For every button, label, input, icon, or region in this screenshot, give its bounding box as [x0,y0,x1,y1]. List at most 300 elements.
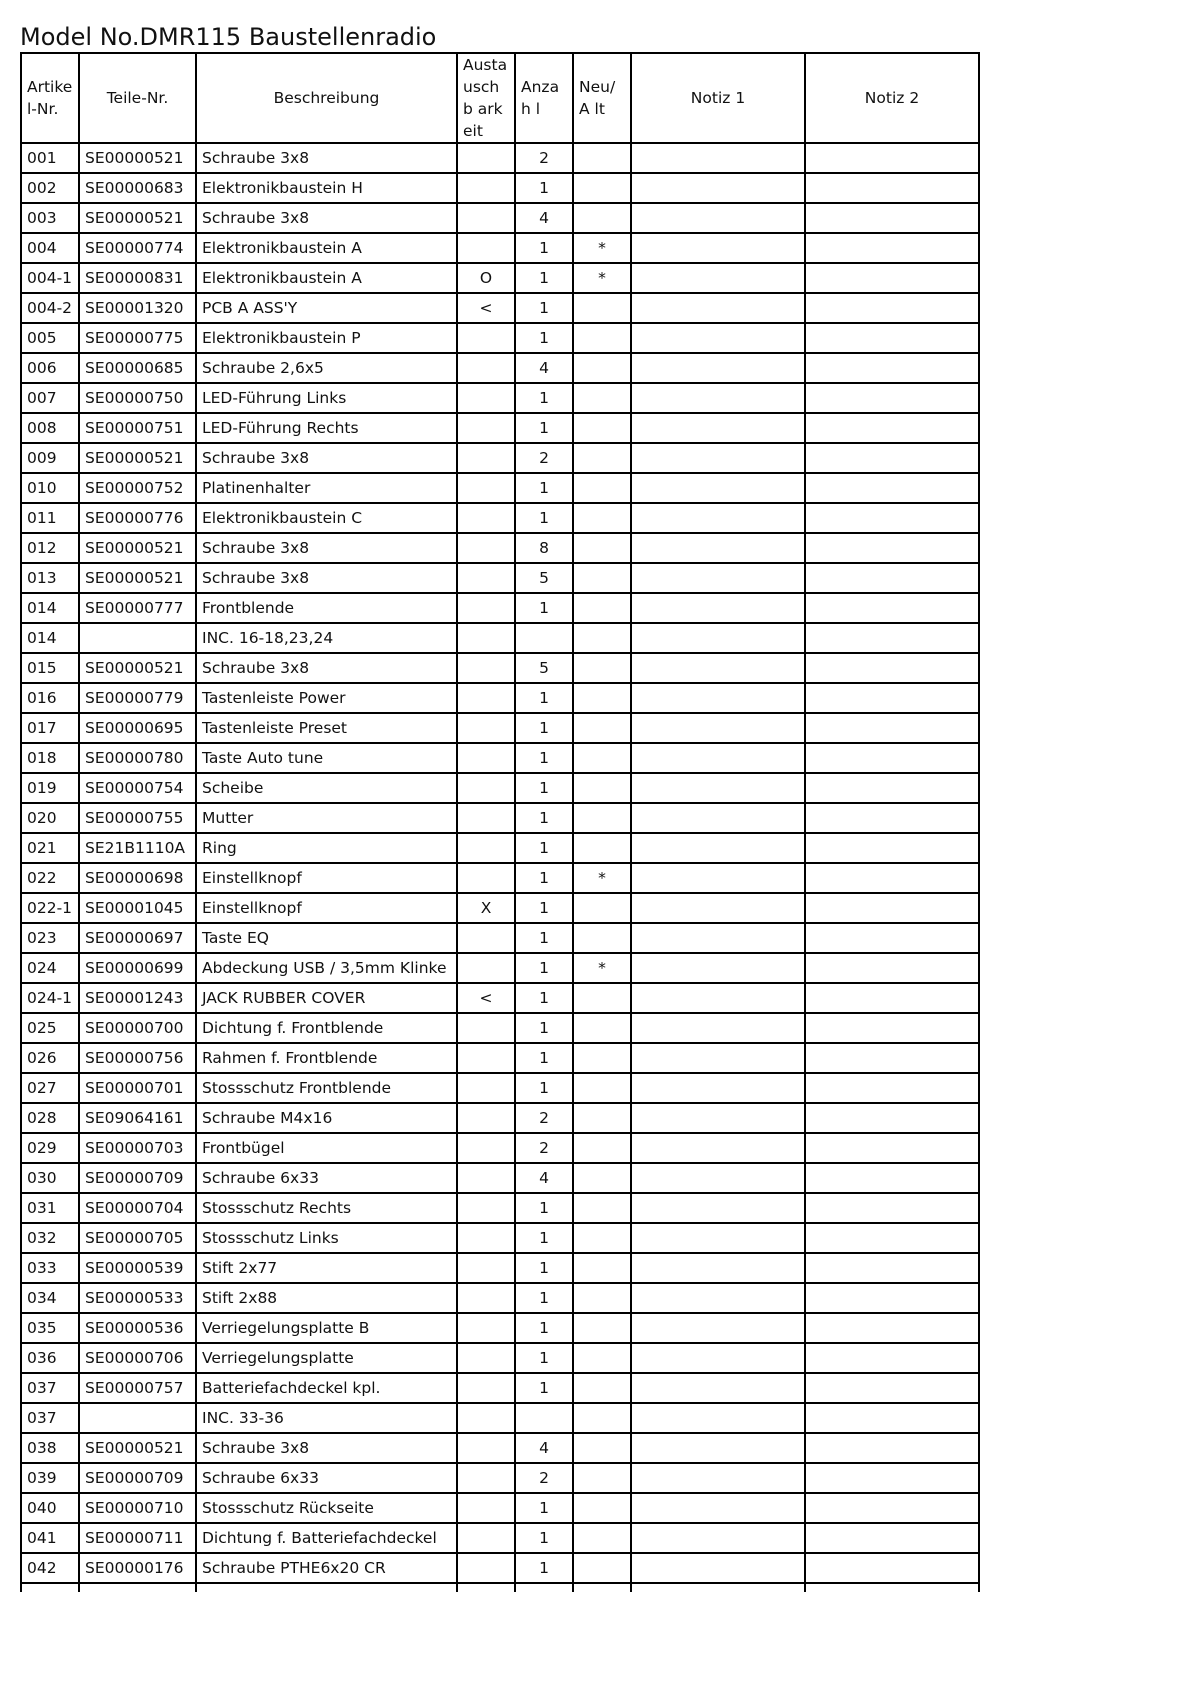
cell-notiz-1 [631,683,805,713]
cell-teile-nr: SE21B1110A [79,833,196,863]
cell-teile-nr: SE00000755 [79,803,196,833]
cell-beschreibung: Platinenhalter [196,473,457,503]
cell-neu-alt: * [573,863,631,893]
cell-notiz-1 [631,413,805,443]
header-notiz-1: Notiz 1 [631,53,805,143]
header-beschreibung: Beschreibung [196,53,457,143]
cell-notiz-2 [805,623,979,653]
cell-beschreibung: Ring [196,833,457,863]
cell-neu-alt [573,593,631,623]
cell-beschreibung: Stossschutz Links [196,1223,457,1253]
cell-notiz-2 [805,1523,979,1553]
cell-teile-nr: SE00000521 [79,143,196,173]
cell-notiz-2 [805,1193,979,1223]
cell-teile-nr: SE00000775 [79,323,196,353]
cell-artikel-nr: 004 [21,233,79,263]
cell-anzahl: 4 [515,203,573,233]
table-row [21,863,979,893]
cell-artikel-nr: 012 [21,533,79,563]
cell-notiz-2 [805,1283,979,1313]
cell-austauschbarkeit [457,1403,515,1433]
cell-artikel-nr: 017 [21,713,79,743]
cell-anzahl: 1 [515,923,573,953]
cell-anzahl: 1 [515,1193,573,1223]
cell-beschreibung: Verriegelungsplatte B [196,1313,457,1343]
cell-notiz-1 [631,743,805,773]
cell-notiz-1 [631,773,805,803]
cell-austauschbarkeit [457,683,515,713]
cell-austauschbarkeit [457,1493,515,1523]
cell-anzahl: 4 [515,1433,573,1463]
cell-anzahl: 1 [515,983,573,1013]
cell-notiz-1 [631,1373,805,1403]
cell-artikel-nr: 022 [21,863,79,893]
cell-notiz-1 [631,983,805,1013]
cell-anzahl: 1 [515,1343,573,1373]
cell-artikel-nr: 013 [21,563,79,593]
cell-austauschbarkeit: < [457,293,515,323]
cell-neu-alt [573,143,631,173]
cell-austauschbarkeit [457,743,515,773]
cell-neu-alt [573,1463,631,1493]
cell-notiz-1 [631,1313,805,1343]
cell-austauschbarkeit [457,323,515,353]
cell-neu-alt [573,353,631,383]
cell-notiz-1 [631,1133,805,1163]
table-row [21,323,979,353]
parts-table-body [21,143,979,1592]
cell-notiz-1 [631,653,805,683]
cell-anzahl: 1 [515,323,573,353]
cell-notiz-1 [631,143,805,173]
cell-artikel-nr: 014 [21,623,79,653]
cell-neu-alt [573,893,631,923]
cell-beschreibung: Taste EQ [196,923,457,953]
cell-artikel-nr: 004-1 [21,263,79,293]
cell-beschreibung: Stossschutz Rechts [196,1193,457,1223]
cell-teile-nr: SE00000521 [79,533,196,563]
cell-anzahl: 1 [515,1223,573,1253]
cell-austauschbarkeit [457,1463,515,1493]
cell-neu-alt [573,803,631,833]
cell-beschreibung: Schraube 6x33 [196,1463,457,1493]
cell-beschreibung: Schraube 3x8 [196,533,457,563]
header-anzahl: Anzah l [515,53,573,143]
cell-austauschbarkeit [457,863,515,893]
cell-neu-alt [573,833,631,863]
cell-notiz-2 [805,803,979,833]
cell-neu-alt [573,683,631,713]
cell-austauschbarkeit [457,653,515,683]
cell-artikel-nr: 042 [21,1553,79,1583]
page-title: Model No.DMR115 Baustellenradio [20,23,437,51]
cell-anzahl: 1 [515,1073,573,1103]
cell-artikel-nr: 032 [21,1223,79,1253]
cell-notiz-1 [631,893,805,923]
cell-teile-nr: SE00000831 [79,263,196,293]
cell-notiz-1 [631,173,805,203]
cell-beschreibung: Elektronikbaustein A [196,233,457,263]
table-row [21,413,979,443]
cell-notiz-1 [631,293,805,323]
cell-notiz-2 [805,203,979,233]
cell-austauschbarkeit [457,923,515,953]
cell-notiz-2 [805,413,979,443]
cell-anzahl: 5 [515,653,573,683]
cell-artikel-nr: 040 [21,1493,79,1523]
cell-austauschbarkeit [457,1223,515,1253]
cell-notiz-2 [805,533,979,563]
cell-austauschbarkeit [457,473,515,503]
cell-teile-nr: SE00000751 [79,413,196,443]
cell-notiz-2 [805,1463,979,1493]
cell-beschreibung: JACK RUBBER COVER [196,983,457,1013]
cell-artikel-nr: 006 [21,353,79,383]
cell-artikel-nr: 038 [21,1433,79,1463]
cell-neu-alt [573,1193,631,1223]
cell-beschreibung: LED-Führung Rechts [196,413,457,443]
table-row [21,1043,979,1073]
cell-austauschbarkeit [457,143,515,173]
cell-austauschbarkeit [457,713,515,743]
cell-notiz-1 [631,1163,805,1193]
cell-neu-alt [573,713,631,743]
cell-notiz-1 [631,953,805,983]
cell-teile-nr: SE00000752 [79,473,196,503]
cell-beschreibung: INC. 16-18,23,24 [196,623,457,653]
table-row [21,923,979,953]
cell-neu-alt [573,1493,631,1523]
cell-neu-alt [573,563,631,593]
table-row [21,683,979,713]
cell-notiz-1 [631,1343,805,1373]
cell-artikel-nr: 041 [21,1523,79,1553]
cell-notiz-1 [631,623,805,653]
cell-austauschbarkeit [457,1343,515,1373]
cell-austauschbarkeit [457,1313,515,1343]
cell-notiz-2 [805,1313,979,1343]
table-row [21,833,979,863]
cell-teile-nr: SE00001045 [79,893,196,923]
cell-notiz-2 [805,983,979,1013]
cell-notiz-1 [631,1553,805,1583]
cell-notiz-1 [631,533,805,563]
cell-notiz-2 [805,713,979,743]
cell-anzahl: 1 [515,263,573,293]
cell-austauschbarkeit [457,383,515,413]
cell-notiz-1 [631,803,805,833]
cell-austauschbarkeit [457,1043,515,1073]
cell-austauschbarkeit [457,1103,515,1133]
cell-beschreibung: Tastenleiste Preset [196,713,457,743]
cell-notiz-1 [631,1193,805,1223]
cell-teile-nr [79,1583,196,1592]
cell-neu-alt [573,1433,631,1463]
table-row [21,1403,979,1433]
cell-notiz-1 [631,353,805,383]
cell-artikel-nr: 019 [21,773,79,803]
cell-austauschbarkeit [457,1523,515,1553]
cell-beschreibung: Schraube 6x33 [196,1163,457,1193]
cell-notiz-2 [805,173,979,203]
cell-neu-alt [573,173,631,203]
table-row [21,1223,979,1253]
table-row [21,1133,979,1163]
cell-teile-nr: SE00000698 [79,863,196,893]
cell-beschreibung: Frontblende [196,593,457,623]
cell-austauschbarkeit [457,623,515,653]
cell-artikel-nr: 005 [21,323,79,353]
cell-beschreibung: Stift 2x77 [196,1253,457,1283]
cell-anzahl: 1 [515,473,573,503]
cell-artikel-nr: 015 [21,653,79,683]
cell-neu-alt [573,383,631,413]
table-row [21,1523,979,1553]
cell-notiz-1 [631,383,805,413]
cell-notiz-2 [805,143,979,173]
cell-anzahl: 1 [515,1373,573,1403]
table-row [21,983,979,1013]
cell-austauschbarkeit [457,533,515,563]
cell-austauschbarkeit [457,833,515,863]
cell-notiz-2 [805,293,979,323]
cell-artikel-nr: 022-1 [21,893,79,923]
cell-teile-nr: SE00000709 [79,1463,196,1493]
cell-notiz-2 [805,1493,979,1523]
cell-notiz-1 [631,1103,805,1133]
cell-beschreibung: PCB A ASS'Y [196,293,457,323]
cell-notiz-2 [805,1073,979,1103]
cell-notiz-1 [631,1583,805,1592]
cell-notiz-2 [805,1343,979,1373]
cell-notiz-2 [805,263,979,293]
cell-artikel-nr: 037 [21,1373,79,1403]
table-row [21,623,979,653]
cell-notiz-1 [631,473,805,503]
cell-neu-alt [573,1223,631,1253]
cell-neu-alt [573,983,631,1013]
table-row [21,503,979,533]
cell-anzahl: 5 [515,563,573,593]
cell-neu-alt: * [573,233,631,263]
cell-neu-alt [573,443,631,473]
cell-teile-nr [79,1403,196,1433]
cell-beschreibung: Schraube 3x8 [196,143,457,173]
cell-teile-nr: SE00000757 [79,1373,196,1403]
cell-anzahl [515,1583,573,1592]
cell-artikel-nr: 007 [21,383,79,413]
table-row [21,443,979,473]
cell-artikel-nr: 014 [21,593,79,623]
cell-neu-alt: * [573,263,631,293]
cell-neu-alt [573,473,631,503]
cell-beschreibung: Frontbügel [196,1133,457,1163]
cell-artikel-nr: 033 [21,1253,79,1283]
cell-teile-nr: SE00000521 [79,1433,196,1463]
cell-austauschbarkeit [457,1553,515,1583]
cell-beschreibung: Elektronikbaustein C [196,503,457,533]
table-row [21,1073,979,1103]
cell-artikel-nr: 016 [21,683,79,713]
cell-anzahl: 1 [515,683,573,713]
cell-anzahl: 1 [515,503,573,533]
cell-teile-nr: SE00000756 [79,1043,196,1073]
cell-artikel-nr: 028 [21,1103,79,1133]
table-row [21,1493,979,1523]
table-row [21,1463,979,1493]
parts-table [20,52,980,1592]
cell-anzahl [515,1403,573,1433]
cell-austauschbarkeit [457,1253,515,1283]
cell-notiz-2 [805,1433,979,1463]
cell-beschreibung: LED-Führung Links [196,383,457,413]
cell-artikel-nr: 027 [21,1073,79,1103]
cell-teile-nr: SE00000695 [79,713,196,743]
table-row [21,1313,979,1343]
cell-artikel-nr: 002 [21,173,79,203]
cell-neu-alt [573,623,631,653]
cell-notiz-2 [805,383,979,413]
cell-neu-alt [573,743,631,773]
cell-anzahl: 2 [515,1133,573,1163]
cell-beschreibung: Einstellknopf [196,863,457,893]
cell-beschreibung: Abdeckung USB / 3,5mm Klinke [196,953,457,983]
cell-notiz-1 [631,1433,805,1463]
cell-teile-nr: SE00000703 [79,1133,196,1163]
cell-teile-nr: SE00000521 [79,563,196,593]
table-row [21,383,979,413]
cell-teile-nr: SE00000776 [79,503,196,533]
cell-beschreibung: Einstellknopf [196,893,457,923]
cell-teile-nr: SE00000709 [79,1163,196,1193]
cell-beschreibung: Elektronikbaustein A [196,263,457,293]
cell-anzahl: 1 [515,173,573,203]
cell-notiz-1 [631,863,805,893]
cell-artikel-nr: 020 [21,803,79,833]
cell-neu-alt [573,1133,631,1163]
cell-beschreibung: Dichtung f. Frontblende [196,1013,457,1043]
cell-austauschbarkeit [457,1373,515,1403]
cell-anzahl: 1 [515,233,573,263]
cell-notiz-2 [805,743,979,773]
table-row [21,953,979,983]
cell-teile-nr: SE00000176 [79,1553,196,1583]
cell-beschreibung: Rahmen f. Frontblende [196,1043,457,1073]
cell-teile-nr: SE00000699 [79,953,196,983]
cell-artikel-nr: 004-2 [21,293,79,323]
cell-austauschbarkeit [457,1193,515,1223]
table-row [21,1343,979,1373]
cell-anzahl: 1 [515,1013,573,1043]
cell-teile-nr: SE00001243 [79,983,196,1013]
table-row [21,1163,979,1193]
cell-notiz-2 [805,1403,979,1433]
cell-notiz-2 [805,1043,979,1073]
cell-artikel-nr: 018 [21,743,79,773]
cell-anzahl: 2 [515,1463,573,1493]
table-row [21,263,979,293]
cell-anzahl: 1 [515,1253,573,1283]
cell-teile-nr: SE00000780 [79,743,196,773]
table-row [21,803,979,833]
cell-notiz-2 [805,773,979,803]
cell-notiz-2 [805,1253,979,1283]
cell-teile-nr: SE00000539 [79,1253,196,1283]
cell-notiz-1 [631,1013,805,1043]
cell-notiz-2 [805,1163,979,1193]
table-row [21,1103,979,1133]
cell-notiz-2 [805,923,979,953]
cell-notiz-2 [805,503,979,533]
cell-teile-nr: SE00000533 [79,1283,196,1313]
cell-notiz-1 [631,1283,805,1313]
table-row [21,893,979,923]
cell-beschreibung: Tastenleiste Power [196,683,457,713]
cell-teile-nr: SE00000536 [79,1313,196,1343]
cell-notiz-1 [631,233,805,263]
cell-teile-nr: SE00000710 [79,1493,196,1523]
cell-austauschbarkeit [457,953,515,983]
header-artikel-nr: Artike l-Nr. [21,53,79,143]
cell-notiz-2 [805,443,979,473]
cell-notiz-1 [631,1073,805,1103]
cell-teile-nr: SE00000750 [79,383,196,413]
cell-austauschbarkeit [457,353,515,383]
cell-neu-alt [573,1523,631,1553]
table-row [21,143,979,173]
table-row [21,1253,979,1283]
header-austauschbarkeit: Austa uschb arkeit [457,53,515,143]
cell-austauschbarkeit [457,173,515,203]
cell-artikel-nr: 025 [21,1013,79,1043]
cell-beschreibung: Scheibe [196,773,457,803]
cell-notiz-2 [805,563,979,593]
cell-artikel-nr: 036 [21,1343,79,1373]
table-row [21,473,979,503]
cell-beschreibung [196,1583,457,1592]
cell-notiz-1 [631,443,805,473]
cell-beschreibung: Elektronikbaustein P [196,323,457,353]
cell-artikel-nr: 035 [21,1313,79,1343]
cell-anzahl: 1 [515,713,573,743]
cell-notiz-2 [805,473,979,503]
header-notiz-2: Notiz 2 [805,53,979,143]
cell-beschreibung: Schraube 3x8 [196,563,457,593]
cell-notiz-2 [805,953,979,983]
cell-teile-nr: SE09064161 [79,1103,196,1133]
cell-teile-nr: SE00000521 [79,203,196,233]
cell-austauschbarkeit [457,443,515,473]
cell-beschreibung: Schraube 3x8 [196,653,457,683]
table-row [21,743,979,773]
cell-austauschbarkeit [457,593,515,623]
cell-austauschbarkeit [457,203,515,233]
cell-artikel-nr: 039 [21,1463,79,1493]
cell-notiz-2 [805,1013,979,1043]
cell-notiz-1 [631,203,805,233]
cell-anzahl: 1 [515,293,573,323]
cell-teile-nr [79,623,196,653]
cell-notiz-1 [631,1493,805,1523]
cell-austauschbarkeit [457,773,515,803]
cell-anzahl: 1 [515,953,573,983]
cell-anzahl: 1 [515,1493,573,1523]
cell-notiz-1 [631,713,805,743]
header-teile-nr: Teile-Nr. [79,53,196,143]
cell-anzahl: 2 [515,143,573,173]
cell-artikel-nr: 029 [21,1133,79,1163]
cell-anzahl: 2 [515,443,573,473]
